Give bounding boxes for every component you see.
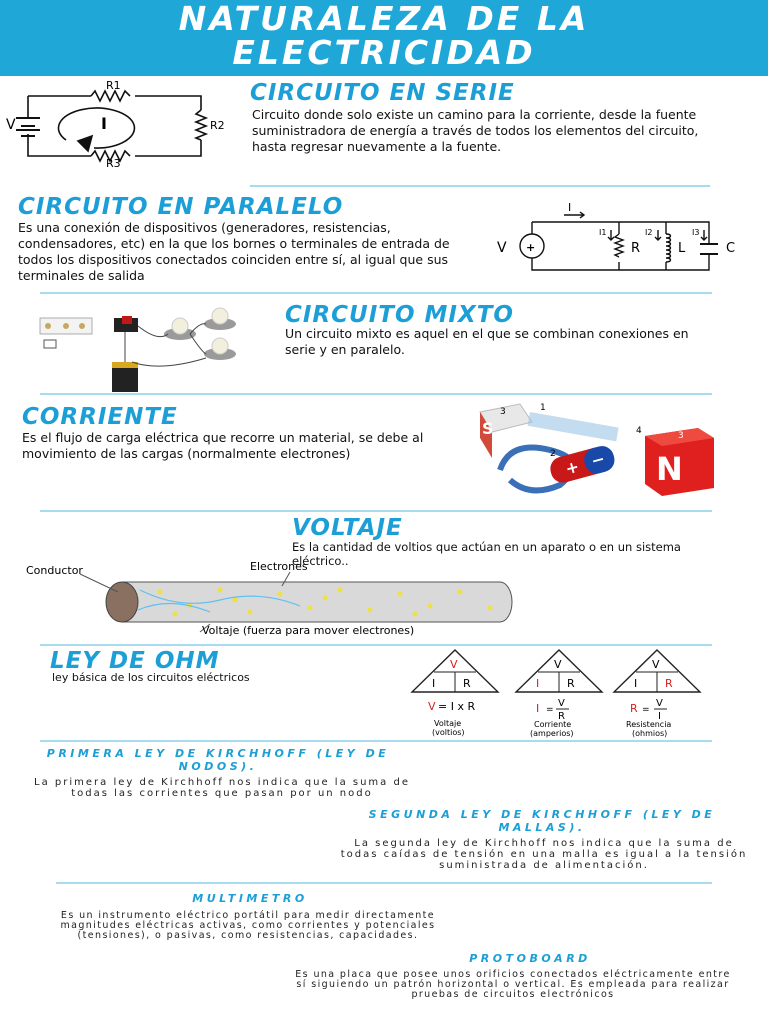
formula-num: V: [558, 698, 565, 709]
label-3a: 3: [500, 407, 506, 417]
label-2: 2: [550, 449, 556, 459]
text-mixto: Un circuito mixto es aquel en el que se combinan conexiones en serie y en paralelo.: [285, 326, 689, 357]
tri-right: R: [463, 677, 471, 690]
tri-right: R: [567, 677, 575, 690]
label-r3: R3: [106, 157, 121, 168]
formula-var: I: [536, 702, 540, 715]
divider-6: [40, 740, 712, 742]
tri-right: R: [665, 677, 673, 690]
divider-1: [250, 185, 710, 187]
text-ohm: ley básica de los circuitos eléctricos: [52, 671, 250, 684]
formula-eq: =: [642, 705, 650, 715]
heading-ohm: LEY DE OHM: [50, 648, 220, 674]
formula-den: R: [558, 711, 565, 722]
text-paralelo: Es una conexión de dispositivos (generadores, resistencias, condensadores, etc) en la que los bornes o terminales de entrada de todos los dispositivos conectados coinciden entre sí, al igual que sus terminales de salida: [18, 220, 450, 283]
tri-left: I: [536, 677, 540, 690]
heading-protoboard: PROTOBOARD: [469, 952, 591, 965]
text-serie: Circuito donde solo existe un camino para la corriente, desde la fuente suministradora de energía a través de todos los elementos del circuito, hasta regresar nuevamente a la fuente.: [252, 107, 699, 154]
formula-var: V: [428, 700, 436, 713]
heading-voltaje: VOLTAJE: [292, 515, 403, 541]
label-r: R: [631, 241, 641, 256]
divider-3: [40, 393, 712, 395]
current-magnet-illustration: [470, 400, 720, 500]
heading-corriente: CORRIENTE: [22, 404, 178, 430]
caption-2: (amperios): [530, 729, 574, 738]
text-kirchhoff2: La segunda ley de Kirchhoff nos indica que la suma de todas caídas de tensión en una malla es igual a la tensión suministrada de alimentación.: [340, 838, 748, 871]
battery-plus: +: [563, 456, 582, 479]
conductor-illustration: [20, 560, 520, 642]
label-i2: I2: [645, 228, 653, 237]
label-i: I: [568, 201, 572, 214]
tri-left: I: [432, 677, 436, 690]
ohm-triangle-resistance: [612, 648, 704, 738]
label-i1: I1: [599, 228, 607, 237]
label-3b: 3: [678, 431, 684, 441]
series-circuit-diagram: [6, 78, 236, 168]
label-r2: R2: [210, 119, 225, 132]
caption-1: Voltaje: [434, 719, 462, 728]
heading-multimetro: MULTIMETRO: [192, 892, 308, 905]
divider-7: [56, 882, 712, 884]
label-i: I: [101, 114, 107, 133]
formula-var: R: [630, 702, 638, 715]
title-line-2: ELECTRICIDAD: [232, 33, 536, 72]
divider-5: [40, 644, 712, 646]
title-line-1: NATURALEZA DE LA: [178, 0, 590, 38]
text-corriente: Es el flujo de carga eléctrica que recorre un material, se debe al movimiento de las cargas (normalmente electrones): [22, 430, 424, 461]
ohm-triangle-voltage: [410, 648, 500, 738]
caption-2: (ohmios): [632, 729, 668, 738]
heading-paralelo: CIRCUITO EN PARALELO: [18, 194, 344, 220]
label-l: L: [678, 241, 686, 256]
caption-1: Resistencia: [626, 720, 672, 729]
formula-num: V: [656, 698, 663, 709]
heading-kirchhoff2: SEGUNDA LEY DE KIRCHHOFF (LEY DE MALLAS).: [368, 808, 716, 834]
divider-2: [40, 292, 712, 294]
text-kirchhoff1: La primera ley de Kirchhoff nos indica que la suma de todas las corrientes que pasan por un nodo: [34, 777, 410, 799]
heading-mixto: CIRCUITO MIXTO: [285, 302, 514, 328]
caption-2: (voltios): [432, 728, 465, 737]
label-4: 4: [636, 426, 642, 436]
caption-1: Corriente: [534, 720, 572, 729]
text-multimetro: Es un instrumento eléctrico portátil para medir directamente magnitudes eléctricas activas, como corrientes y potenciales (tensiones), o pasivas, como resistencias, capacidades.: [60, 910, 436, 941]
label-v: V: [497, 240, 507, 256]
label-v: V: [6, 117, 16, 133]
label-voltaje: Voltaje (fuerza para mover electrones): [202, 624, 415, 637]
label-i3: I3: [692, 228, 700, 237]
text-protoboard: Es una placa que posee unos orificios conectados eléctricamente entre sí siguiendo un patrón horizontal o vertical. Es empleada para realizar pruebas de circuitos electrónicos: [295, 969, 731, 1000]
tri-top: V: [450, 658, 458, 671]
tri-top: V: [554, 658, 562, 671]
heading-serie: CIRCUITO EN SERIE: [250, 80, 515, 106]
label-electrones: Electrones: [250, 560, 308, 573]
label-s: S: [482, 419, 494, 438]
page-title: [0, 2, 768, 70]
text-voltaje: Es la cantidad de voltios que actúan en un aparato o en un sistema eléctrico..: [292, 540, 681, 568]
formula: = I x R: [438, 700, 476, 713]
tri-top: V: [652, 658, 660, 671]
label-r1: R1: [106, 79, 121, 92]
tri-left: I: [634, 677, 638, 690]
formula-den: I: [658, 711, 661, 722]
label-1: 1: [540, 403, 546, 413]
label-conductor: Conductor: [26, 564, 83, 577]
heading-kirchhoff1: PRIMERA LEY DE KIRCHHOFF (LEY DE NODOS).: [46, 747, 390, 773]
divider-4: [40, 510, 712, 512]
mixed-circuit-illustration: [30, 302, 270, 394]
formula-eq: =: [546, 705, 554, 715]
plus-sign: +: [526, 241, 536, 254]
label-c: C: [726, 241, 736, 256]
parallel-circuit-diagram: [494, 200, 748, 278]
label-n: N: [656, 450, 683, 488]
battery-minus: −: [589, 448, 607, 471]
ohm-triangle-current: [514, 648, 604, 738]
